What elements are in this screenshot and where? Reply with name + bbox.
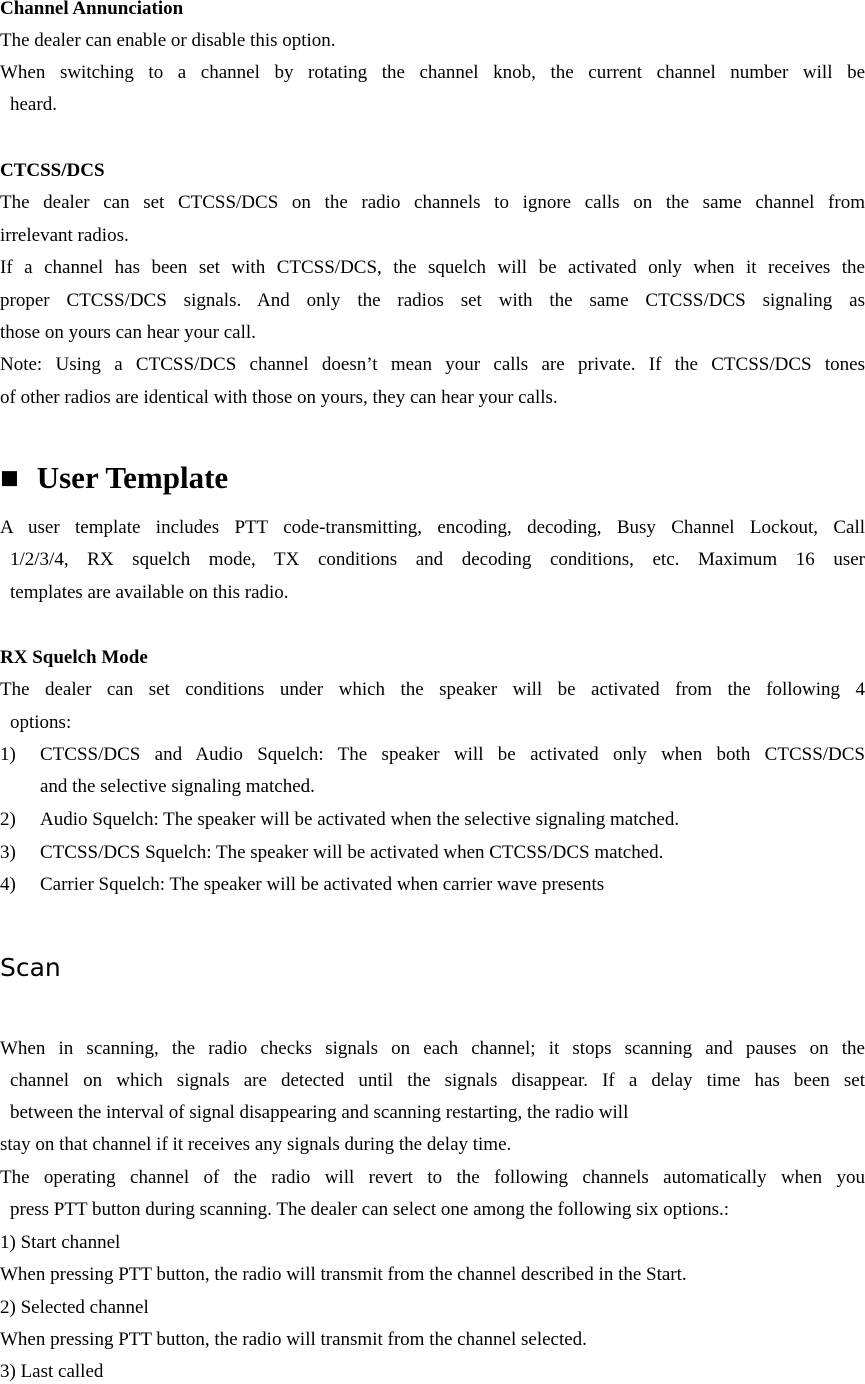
scan-option-1-description: When pressing PTT button, the radio will transmit from the channel described in the Start. bbox=[0, 1264, 687, 1285]
scan-option-2: 2) Selected channel bbox=[0, 1297, 149, 1318]
user-template-p1-line2: 1/2/3/4, RX squelch mode, TX conditions and decoding conditions, etc. Maximum 16 user bbox=[10, 549, 865, 570]
ctcss-heading: CTCSS/DCS bbox=[0, 160, 105, 181]
scan-p2-line1: The operating channel of the radio will revert to the following channels automatically when you bbox=[0, 1167, 865, 1188]
rx-squelch-p1-line1: The dealer can set conditions under which the speaker will be activated from the following 4 bbox=[0, 679, 865, 700]
user-template-title: User Template bbox=[36, 460, 229, 495]
ctcss-p3-line1: Note: Using a CTCSS/DCS channel doesn’t mean your calls are private. If the CTCSS/DCS tones bbox=[0, 354, 865, 375]
channel-annunciation-heading: Channel Annunciation bbox=[0, 0, 184, 19]
scan-p1-line3: between the interval of signal disappearing and scanning restarting, the radio will bbox=[10, 1102, 629, 1123]
ctcss-p2-line3: those on yours can hear your call. bbox=[0, 322, 256, 343]
channel-annunciation-p2-line1: When switching to a channel by rotating the channel knob, the current channel number will be bbox=[0, 62, 865, 83]
user-template-p1-line3: templates are available on this radio. bbox=[10, 582, 289, 603]
scan-p1-line2: channel on which signals are detected until the signals disappear. If a delay time has been set bbox=[10, 1070, 865, 1091]
scan-p1-line4: stay on that channel if it receives any signals during the delay time. bbox=[0, 1134, 512, 1155]
square-bullet-icon: ■ bbox=[0, 460, 19, 495]
list-item-number: 2) bbox=[0, 809, 16, 830]
list-item-text: CTCSS/DCS and Audio Squelch: The speaker will be activated only when both CTCSS/DCS bbox=[40, 744, 865, 765]
ctcss-p2-line1: If a channel has been set with CTCSS/DCS, the squelch will be activated only when it receives the bbox=[0, 257, 865, 278]
rx-squelch-heading: RX Squelch Mode bbox=[0, 647, 148, 668]
ctcss-p1-line2: irrelevant radios. bbox=[0, 225, 129, 246]
channel-annunciation-p2-line2: heard. bbox=[10, 94, 57, 115]
ctcss-p2-line2: proper CTCSS/DCS signals. And only the radios set with the same CTCSS/DCS signaling as bbox=[0, 290, 865, 311]
list-item-number: 4) bbox=[0, 874, 16, 895]
scan-option-3: 3) Last called bbox=[0, 1361, 104, 1382]
rx-squelch-p1-line2: options: bbox=[10, 712, 72, 733]
scan-option-1: 1) Start channel bbox=[0, 1232, 121, 1253]
list-item-number: 1) bbox=[0, 744, 16, 765]
scan-p2-line2: press PTT button during scanning. The dealer can select one among the following six options.: bbox=[10, 1199, 730, 1220]
scan-p1-line1: When in scanning, the radio checks signals on each channel; it stops scanning and pauses on the bbox=[0, 1038, 865, 1059]
ctcss-p1-line1: The dealer can set CTCSS/DCS on the radio channels to ignore calls on the same channel from bbox=[0, 192, 865, 213]
list-item-text: Audio Squelch: The speaker will be activated when the selective signaling matched. bbox=[40, 809, 680, 830]
list-item-number: 3) bbox=[0, 842, 16, 863]
ctcss-p3-line2: of other radios are identical with those on yours, they can hear your calls. bbox=[0, 387, 558, 408]
list-item-text: Carrier Squelch: The speaker will be activated when carrier wave presents bbox=[40, 874, 605, 895]
list-item-text-continued: and the selective signaling matched. bbox=[40, 776, 315, 797]
scan-option-2-description: When pressing PTT button, the radio will transmit from the channel selected. bbox=[0, 1329, 587, 1350]
user-template-p1-line1: A user template includes PTT code-transmitting, encoding, decoding, Busy Channel Lockout, Call bbox=[0, 517, 865, 538]
channel-annunciation-p1: The dealer can enable or disable this option. bbox=[0, 30, 336, 51]
user-template-heading bbox=[0, 460, 865, 496]
list-item-text: CTCSS/DCS Squelch: The speaker will be activated when CTCSS/DCS matched. bbox=[40, 842, 664, 863]
scan-heading: Scan bbox=[0, 953, 61, 982]
